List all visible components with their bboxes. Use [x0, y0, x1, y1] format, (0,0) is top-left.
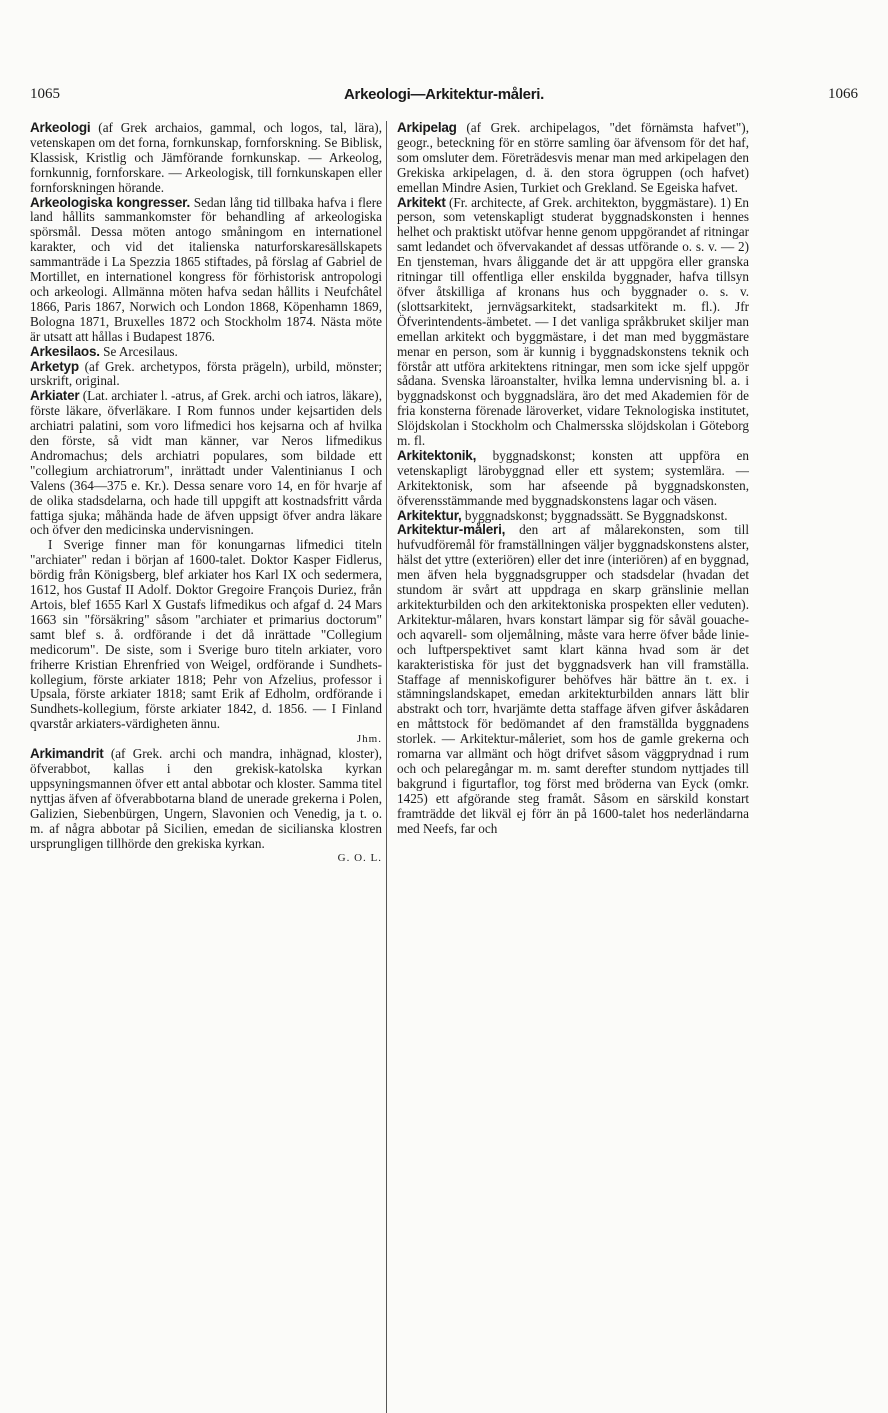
page-header: [30, 86, 858, 108]
entry-term: Arkitektonik,: [397, 447, 477, 463]
entry-term: Arketyp: [30, 358, 79, 374]
entry-arkitektur-maleri: [397, 523, 749, 836]
entry-term: Arkipelag: [397, 120, 457, 135]
column-divider: [386, 121, 387, 1413]
author-signature: Jhm.: [356, 733, 382, 746]
entry-term: Arkeologi: [30, 120, 91, 135]
entry-arketyp: [30, 360, 382, 390]
entry-arkeologi: [30, 121, 382, 196]
entry-text: den art af målarekonsten, som till hufvudföremål för framställningen väljer byggnadskonstens alster, hälst det yttre (exteriören) eller det inre (interiören) af en byggnad, men äfven hela byggnadsgrupper och stadsdelar (hvadan det stundom är svårt att uppdraga en skarp gränslinie mellan arkitekturbilden och den arkitektoniska prospekten eller veduten). Arkitektur-målaren, hvars konstart lämpar sig för såväl gouache- och aqvarell- som oljemålning, måste vara herre öfver både linie- och luftperspektivet samt klart känna hvad som är det karakteristiska för just det byggnadsverk han vill framställa. Staffage af menniskofigurer behöfves här bättre än t. ex. i stämningslandskapet, emedan arkitekturbilden annars lätt blir abstrakt och torr, hvarjämte detta staffage äfven gifver åskådaren en måttstock för bedömandet af den framställda byggnadens storlek. — Arkitektur-måleriet, som hos de gamle grekerna och romarna var allmänt och högt drifvet såsom väggprydnad i rum och och pelaregångar m. m. samt derefter stundom nyttjades till bakgrund i figurtaflor, tog först med bröderna van Eyck (omkr. 1425) ett afgörande steg framåt. Såsom en särskild konstart framträdde det likväl ej förr än på 1600-talet hos nederländarna med Neefs, far och: [397, 522, 749, 836]
entry-term: Arkitektur-måleri,: [397, 522, 506, 538]
entry-text: (af Grek. archipelagos, "det förnämsta hafvet"), geogr., beteckning för en större samling öar äfvensom för det haf, som omsluter dem. Företrädesvis menar man med arkipelagen den Grekiska arkipelagen, d. ä. den stora ögruppen (och hafvet) emellan Mindre Asien, Turkiet och Grekland. Se Egeiska hafvet.: [397, 120, 749, 195]
entry-text: (af Grek. archetypos, första prägeln), urbild, mönster; urskrift, original.: [30, 358, 382, 389]
entry-arkesilaos: [30, 345, 382, 360]
entry-text: (af Grek. archi och mandra, inhägnad, kloster), öfverabbot, kallas i den grekisk-katolska kyrkan uppsyningsmannen öfver ett antal abbotar och kloster. Samma titel nyttjas äfven af öfverabbotarna bland de unerade grekerna i Polen, Galizien, Siebenbürgen, Ungern, Slavonien och Venedig, ja t. o. m. af några abbotar på Sicilien, emedan de sicilianska klostren ursprungligen tillhörde den grekiska kyrkan.: [30, 746, 382, 851]
entry-arkitekt: [397, 196, 749, 449]
entry-arkitektonik: [397, 449, 749, 509]
left-page-number: 1065: [30, 86, 60, 102]
entry-text: (Fr. architecte, af Grek. architekton, byggmästare). 1) En person, som vetenskapligt studerat byggnadskonsten i hennes helhet och praktiskt utöfvar henne genom uppgörandet af ritningar samt ledandet och öfvervakandet af dessas utförande o. s. v. — 2) En tjensteman, hvars åliggande det är att uppgöra eller granska ritningar till offentliga eller enskilda byggnader, hafva tillsyn öfver åtskilliga af kronans hus och byggnader o. s. v. (slottsarkitekt, jernvägsarkitekt, stadsarkitekt m. fl.). Jfr Öfverintendents-ämbetet. — I det vanliga språkbruket skiljer man emellan arkitekt och byggmästare, i det man med byggmästare menar en person, som är kunnig i byggnadskonstens teknik och förstår att utföra arkitektens ritningar, men som icke sjelf uppgör sådana. Svenska läroanstalter, hvilka lemna undervisning bl. a. i byggnadskonst och byggnadslära, äro det med Akademien för de fria konsterna förenade läroverket, vidare Teknologiska institutet, Slöjdskolan i Stockholm och Chalmersska slöjdskolan i Göteborg m. fl.: [397, 194, 749, 449]
author-signature: G. O. L.: [337, 852, 382, 865]
entry-term: Arkesilaos.: [30, 343, 100, 359]
entry-text: byggnadskonst; konsten att uppföra en vetenskapligt lärobyggnad eller ett system; systemlära. — Arkitektonisk, som har afseende på byggnadskonsten, öfverensstämmande med byggnadskonstens lagar och väsen.: [397, 447, 749, 508]
entry-term: Arkitektur,: [397, 507, 462, 523]
entry-text: Se Arcesilaus.: [99, 343, 178, 359]
entry-text: (af Grek archaios, gammal, och logos, tal, lära), vetenskapen om det forna, fornkunskap, fornforskning. Se Biblisk, Klassisk, Kristlig och Jämförande fornkunskap. — Arkeolog, fornkunnig, fornforskare. — Arkeologisk, till fornkunskapen eller fornforskningen hörande.: [30, 120, 382, 195]
entry-arkiater-continued: [30, 538, 382, 747]
entry-term: Arkimandrit: [30, 746, 104, 762]
right-page-number: 1066: [828, 86, 858, 102]
entry-term: Arkitekt: [397, 194, 446, 210]
entry-term: Arkeologiska kongresser.: [30, 194, 191, 210]
right-column: [397, 121, 749, 837]
running-title: Arkeologi—Arkitektur-måleri.: [344, 86, 544, 103]
entry-term: Arkiater: [30, 388, 80, 404]
entry-arkimandrit: [30, 747, 382, 866]
entry-text: byggnadskonst; byggnadssätt. Se Byggnadskonst.: [461, 507, 728, 523]
entry-text: I Sverige finner man för konungarnas lifmedici titeln "archiater" redan i början af 1600-talet. Doktor Kasper Fidlerus, bördig från Königsberg, blef arkiater hos Karl IX och sedermera, 1612, hos Gustaf II Adolf. Doktor Gregoire François Duriez, från Artois, blef 1655 Karl X Gustafs lifmedikus och afgaf d. 24 Mars 1663 sin "försäkring" såsom "archiater et primarius doctorum" samt blef s. å. ordförande i det då inrättade "Collegium medicorum". De siste, som i Sverige buro titeln arkiater, voro friherre Kristian Ehrenfried von Weigel, ordförande i Sundhets-kollegium, förste arkiater 1818; Pehr von Afzelius, professor i Upsala, förste arkiater 1818; samt Erik af Edholm, ordförande i Sundhets-kollegium, förste arkiater 1842, d. 1856. — I Finland qvarstår arkiaters-värdigheten ännu.: [30, 537, 382, 732]
left-column: [30, 121, 382, 866]
entry-arkiater: [30, 389, 382, 538]
entry-arkeologiska-kongresser: [30, 196, 382, 345]
entry-text: Sedan lång tid tillbaka hafva i flere land hållits sammankomster för behandling af arkeologiska spörsmål. Dessa möten antogo småningom en internationel karakter, och vid det italienska naturforskaresällskapets sammanträde i La Spezzia 1865 stiftades, på förslag af Gabriel de Mortillet, en internationel kongress för förhistorisk antropologi och arkeologi. Allmänna möten hafva sedan hållits i Neufchâtel 1866, Paris 1867, Norwich och London 1868, Köpenhamn 1869, Bologna 1871, Bruxelles 1872 och Stockholm 1874. Nästa möte är utsatt att hållas i Budapest 1876.: [30, 194, 382, 344]
entry-arkipelag: [397, 121, 749, 196]
entry-text: (Lat. archiater l. -atrus, af Grek. archi och iatros, läkare), förste läkare, öfverläkare. I Rom funnos under kejsartiden dels archiatri palatini, som voro lifmedici hos kejsarna och af hvilka den förste, så vidt man känner, var Neros lifmedikus Andromachus; dels archiatri populares, som bildade ett "collegium archiatrorum", inrättadt under Valentinianus I och Valens (364—375 e. Kr.). Dessa senare voro 14, en för hvarje af de olika stadsdelarna, och hade till uppgift att kostnadsfritt vårda fattiga sjuka; måhända hade de äfven uppsigt öfver andra läkare och öfver den medicinska undervisningen.: [30, 388, 382, 538]
entry-arkitektur: [397, 509, 749, 524]
